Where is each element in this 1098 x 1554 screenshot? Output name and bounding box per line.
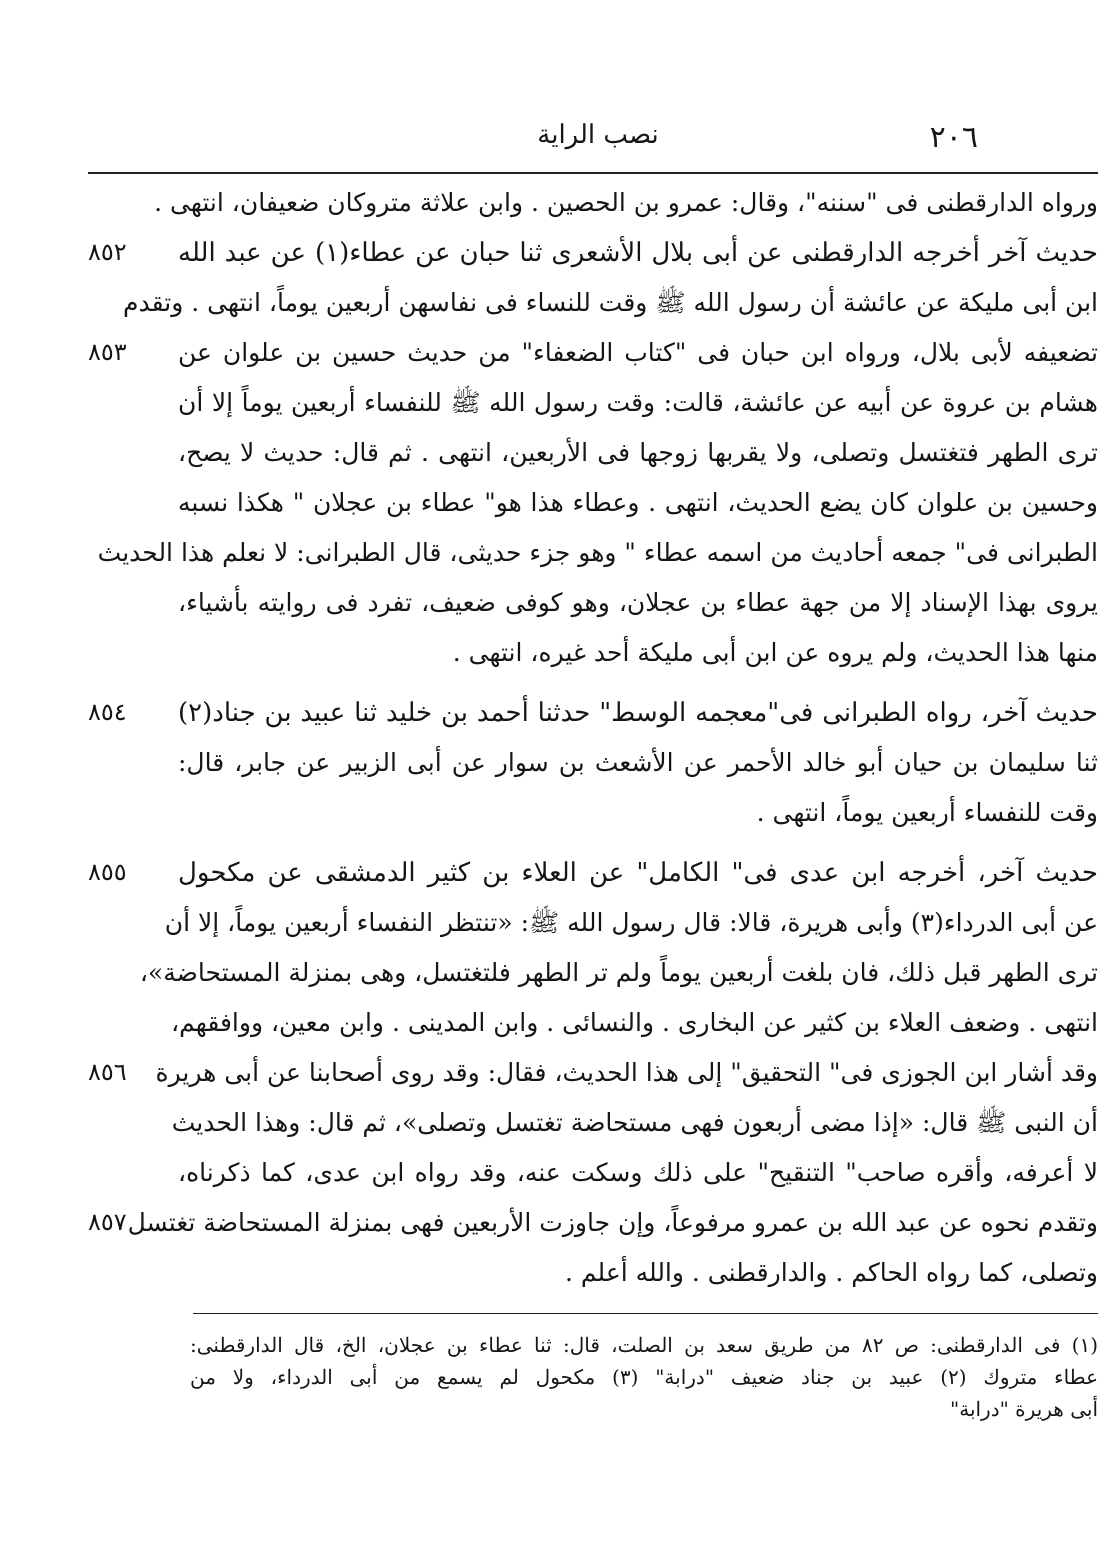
text-line bbox=[88, 1058, 1098, 1098]
page-number: ٢٠٦ bbox=[929, 120, 978, 155]
line-text: انتهى . وضعف العلاء بن كثير عن البخارى . والنسائى . وابن المدينى . وابن معين، ووافقهم، bbox=[171, 1008, 1098, 1037]
line-text: حديث آخر، أخرجه ابن عدى فى" الكامل" عن العلاء بن كثير الدمشقى عن مكحول bbox=[178, 858, 1098, 888]
running-title: نصب الراية bbox=[537, 120, 659, 150]
line-text: أن النبى ﷺ قال: «إذا مضى أربعون فهى مستحاضة تغتسل وتصلى»، ثم قال: وهذا الحديث bbox=[171, 1108, 1098, 1137]
line-text: ثنا سليمان بن حيان أبو خالد الأحمر عن الأشعث بن سوار عن أبى الزبير عن جابر، قال: bbox=[178, 748, 1098, 777]
line-text: وحسين بن علوان كان يضع الحديث، انتهى . وعطاء هذا هو" عطاء بن عجلان " هكذا نسبه bbox=[178, 488, 1098, 517]
page-header bbox=[88, 118, 1098, 166]
text-line bbox=[88, 488, 1098, 528]
text-line bbox=[88, 698, 1098, 738]
hadith-number: ٨٥٣ bbox=[88, 338, 127, 366]
line-text: لا أعرفه، وأقره صاحب" التنقيح" على ذلك وسكت عنه، وقد رواه ابن عدى، كما ذكرناه، bbox=[178, 1158, 1098, 1187]
text-line bbox=[88, 858, 1098, 898]
hadith-number: ٨٥٧ bbox=[88, 1208, 127, 1236]
text-line bbox=[88, 748, 1098, 788]
line-text: وقد أشار ابن الجوزى فى" التحقيق" إلى هذا الحديث، فقال: وقد روى أصحابنا عن أبى هريرة bbox=[155, 1058, 1098, 1087]
hadith-number: ٨٥٢ bbox=[88, 238, 127, 266]
hadith-number: ٨٥٦ bbox=[88, 1058, 127, 1086]
text-line bbox=[88, 238, 1098, 278]
line-text: ترى الطهر قبل ذلك، فان بلغت أربعين يوماً ولم تر الطهر فلتغتسل، وهى بمنزلة المستحاضة»، bbox=[139, 958, 1098, 987]
text-line bbox=[88, 588, 1098, 628]
footnote-rule bbox=[193, 1313, 1098, 1314]
text-line bbox=[88, 958, 1098, 998]
text-line bbox=[88, 1008, 1098, 1048]
footnote-line: أبى هريرة "درابة" bbox=[950, 1397, 1098, 1421]
header-rule bbox=[88, 172, 1098, 174]
text-line bbox=[88, 338, 1098, 378]
text-line bbox=[88, 288, 1098, 328]
line-text: وتصلى، كما رواه الحاكم . والدارقطنى . والله أعلم . bbox=[565, 1258, 1098, 1287]
text-line bbox=[88, 438, 1098, 478]
text-line bbox=[88, 188, 1098, 228]
line-text: حديث آخر أخرجه الدارقطنى عن أبى بلال الأشعرى ثنا حبان عن عطاء(١) عن عبد الله bbox=[178, 238, 1098, 268]
text-line bbox=[88, 798, 1098, 838]
line-text: حديث آخر، رواه الطبرانى فى"معجمه الوسط" حدثنا أحمد بن خليد ثنا عبيد بن جناد(٢) bbox=[178, 698, 1098, 728]
footnote-line: (١) فى الدارقطنى: ص ٨٢ من طريق سعد بن الصلت، قال: ثنا عطاء بن عجلان، الخ، قال الدارقطنى: bbox=[190, 1333, 1098, 1357]
text-line bbox=[88, 1108, 1098, 1148]
text-line bbox=[88, 638, 1098, 678]
line-text: ترى الطهر فتغتسل وتصلى، ولا يقربها زوجها فى الأربعين، انتهى . ثم قال: حديث لا يصح، bbox=[178, 438, 1098, 467]
line-text: يروى بهذا الإسناد إلا من جهة عطاء بن عجلان، وهو كوفى ضعيف، تفرد فى روايته بأشياء، bbox=[178, 588, 1098, 617]
text-line bbox=[88, 1158, 1098, 1198]
line-text: الطبرانى فى" جمعه أحاديث من اسمه عطاء " وهو جزء حديثى، قال الطبرانى: لا نعلم هذا الحديث bbox=[97, 538, 1098, 567]
line-text: منها هذا الحديث، ولم يروه عن ابن أبى مليكة أحد غيره، انتهى . bbox=[452, 638, 1098, 667]
line-text: تضعيفه لأبى بلال، ورواه ابن حبان فى "كتاب الضعفاء" من حديث حسين بن علوان عن bbox=[178, 338, 1098, 367]
hadith-number: ٨٥٤ bbox=[88, 698, 127, 726]
line-text: وتقدم نحوه عن عبد الله بن عمرو مرفوعاً، وإن جاوزت الأربعين فهى بمنزلة المستحاضة تغتسل bbox=[127, 1208, 1098, 1237]
hadith-number: ٨٥٥ bbox=[88, 858, 127, 886]
line-text: وقت للنفساء أربعين يوماً، انتهى . bbox=[756, 798, 1098, 827]
line-text: ابن أبى مليكة عن عائشة أن رسول الله ﷺ وقت للنساء فى نفاسهن أربعين يوماً، انتهى . وتقدم bbox=[123, 288, 1098, 317]
text-line bbox=[88, 908, 1098, 948]
text-line bbox=[88, 1208, 1098, 1248]
line-text: ورواه الدارقطنى فى "سننه"، وقال: عمرو بن الحصين . وابن علاثة متروكان ضعيفان، انتهى . bbox=[154, 188, 1098, 217]
text-line bbox=[88, 1258, 1098, 1298]
footnote-line: عطاء متروك (٢) عبيد بن جناد ضعيف "درابة" (٣) مكحول لم يسمع من أبى الدرداء، ولا من bbox=[190, 1365, 1098, 1389]
text-line bbox=[88, 538, 1098, 578]
line-text: عن أبى الدرداء(٣) وأبى هريرة، قالا: قال رسول الله ﷺ: «تنتظر النفساء أربعين يوماً، إلا أن bbox=[164, 908, 1098, 937]
line-text: هشام بن عروة عن أبيه عن عائشة، قالت: وقت رسول الله ﷺ للنفساء أربعين يوماً إلا أن bbox=[178, 388, 1098, 417]
text-line bbox=[88, 388, 1098, 428]
